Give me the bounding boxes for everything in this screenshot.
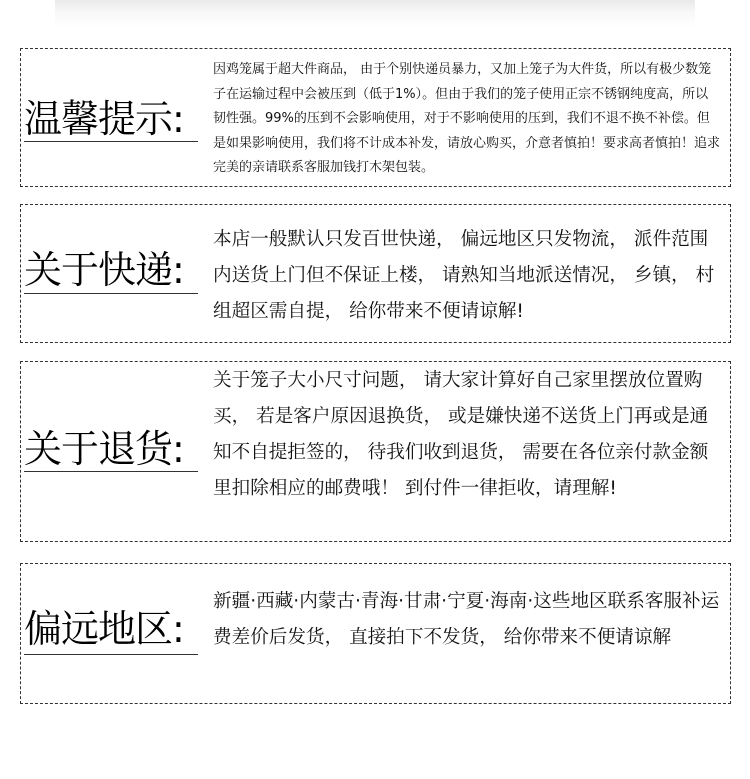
heading-underline — [24, 293, 198, 294]
heading-underline — [24, 471, 198, 472]
section-heading-shipping: 关于快递: — [24, 248, 184, 292]
section-body-returns: 关于笼子大小尺寸问题， 请大家计算好自己家里摆放位置购买， 若是客户原因退换货， 或是嫌快递不送货上门再或是通知不自提拒签的， 待我们收到退货， 需要在各位亲付款金额里扣除相应的邮费哦！ 到付件一律拒收，请理解! — [213, 370, 709, 499]
notice-box-warm-tip — [20, 48, 731, 187]
notice-box-shipping — [20, 204, 731, 343]
section-heading-warm-tip: 温馨提示: — [24, 97, 184, 141]
heading-underline — [24, 654, 198, 655]
section-heading-remote-areas: 偏远地区: — [24, 607, 184, 651]
notice-box-remote-areas — [20, 563, 731, 704]
section-heading-returns: 关于退货: — [24, 427, 184, 471]
top-shadow-decoration — [55, 0, 695, 28]
section-body-warm-tip: 因鸡笼属于超大件商品， 由于个别快递员暴力，又加上笼子为大件货，所以有极少数笼子在运输过程中会被压到（低于1%）。但由于我们的笼子使用正宗不锈钢纯度高，所以韧性强。99%的压到不会影响使用，对于不影响使用的压到，我们不退不换不补偿。但是如果影响使用，我们将不计成本补发，请放心购买，介意者慎拍！要求高者慎拍！追求完美的亲请联系客服加钱打木架包装。 — [213, 62, 721, 176]
heading-underline — [24, 141, 198, 142]
section-body-remote-areas: 新疆·西藏·内蒙古·青海·甘肃·宁夏·海南·这些地区联系客服补运费差价后发货， 直接拍下不发货， 给你带来不便请谅解 — [213, 591, 720, 648]
notice-box-returns — [20, 361, 731, 542]
section-body-shipping: 本店一般默认只发百世快递， 偏远地区只发物流， 派件范围内送货上门但不保证上楼， 请熟知当地派送情况， 乡镇， 村组超区需自提， 给你带来不便请谅解! — [213, 229, 715, 322]
